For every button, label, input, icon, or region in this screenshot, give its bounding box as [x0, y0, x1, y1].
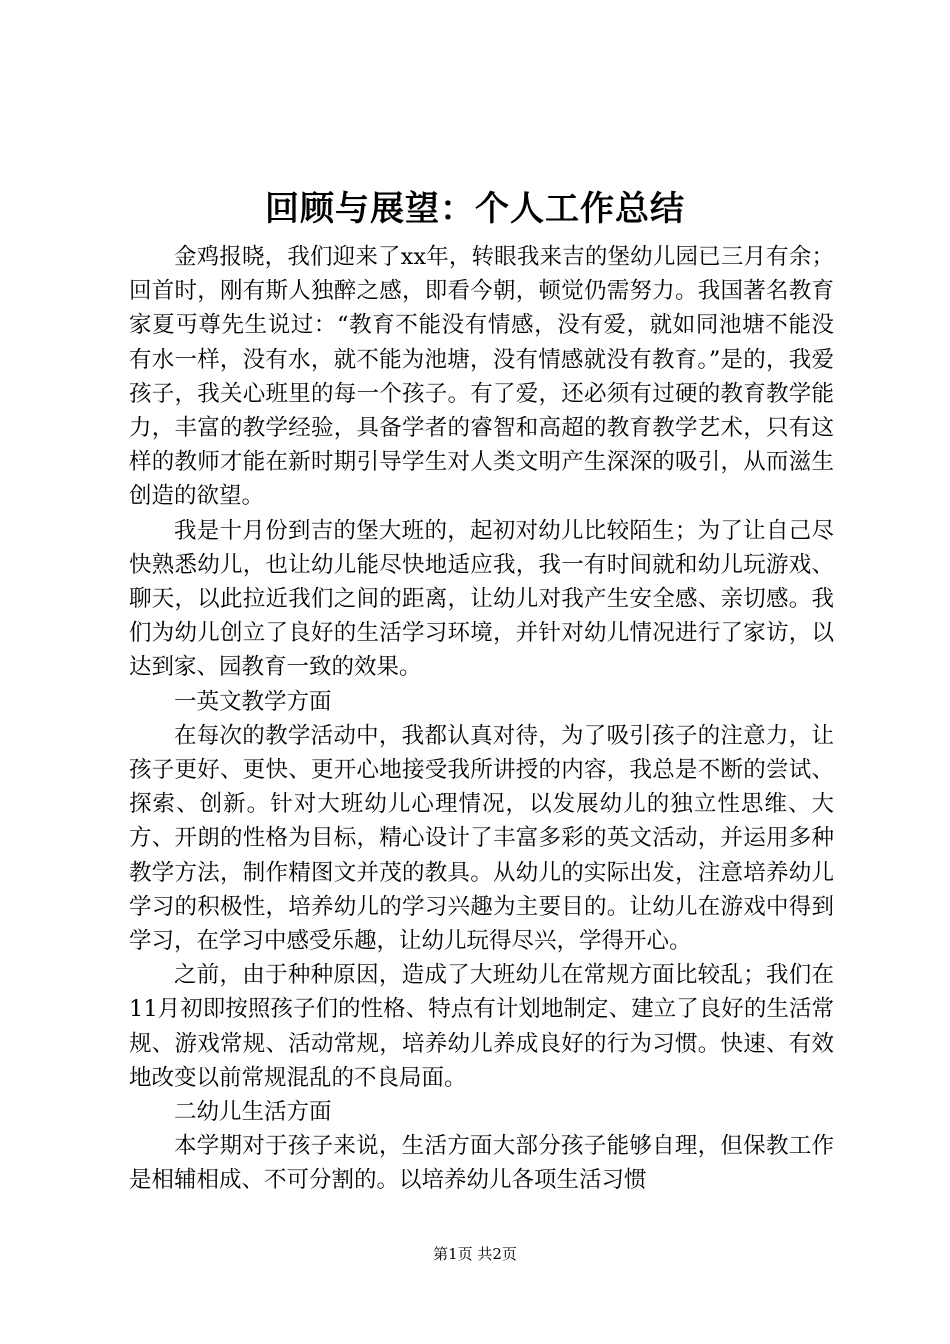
section-heading-english: 一英文教学方面	[174, 688, 332, 715]
paragraph-routines: 之前，由于种种原因，造成了大班幼儿在常规方面比较乱；我们在11月初即按照孩子们的性格、特点有计划地制定、建立了良好的生活常规、游戏常规、活动常规，培养幼儿养成良好的行为习惯。快速、有效地改变以前常规混乱的不良局面。	[129, 962, 834, 1091]
document-body	[129, 240, 834, 1198]
paragraph-arrival: 我是十月份到吉的堡大班的，起初对幼儿比较陌生；为了让自己尽快熟悉幼儿，也让幼儿能尽快地适应我，我一有时间就和幼儿玩游戏、聊天，以此拉近我们之间的距离，让幼儿对我产生安全感、亲切感。我们为幼儿创立了良好的生活学习环境，并针对幼儿情况进行了家访，以达到家、园教育一致的效果。	[129, 517, 834, 681]
paragraph-intro: 金鸡报晓，我们迎来了xx年，转眼我来吉的堡幼儿园已三月有余；回首时，刚有斯人独醉之感，即看今朝，顿觉仍需努力。我国著名教育家夏丏尊先生说过：“教育不能没有情感，没有爱，就如同池塘不能没有水一样，没有水，就不能为池塘，没有情感就没有教育。”是的，我爱孩子，我关心班里的每一个孩子。有了爱，还必须有过硬的教育教学能力，丰富的教学经验，具备学者的睿智和高超的教育教学艺术，只有这样的教师才能在新时期引导学生对人类文明产生深深的吸引，从而滋生创造的欲望。	[129, 244, 834, 510]
paragraph-daily-life: 本学期对于孩子来说，生活方面大部分孩子能够自理，但保教工作是相辅相成、不可分割的。以培养幼儿各项生活习惯	[129, 1133, 834, 1194]
section-heading-daily-life: 二幼儿生活方面	[174, 1099, 332, 1126]
page-footer: 第1页 共2页	[433, 1245, 517, 1263]
paragraph-english-teaching: 在每次的教学活动中，我都认真对待，为了吸引孩子的注意力，让孩子更好、更快、更开心地接受我所讲授的内容，我总是不断的尝试、探索、创新。针对大班幼儿心理情况，以发展幼儿的独立性思维、大方、开朗的性格为目标，精心设计了丰富多彩的英文活动，并运用多种教学方法，制作精图文并茂的教具。从幼儿的实际出发，注意培养幼儿学习的积极性，培养幼儿的学习兴趣为主要目的。让幼儿在游戏中得到学习，在学习中感受乐趣，让幼儿玩得尽兴，学得开心。	[129, 722, 834, 955]
document-title: 回顾与展望：个人工作总结	[265, 189, 685, 229]
